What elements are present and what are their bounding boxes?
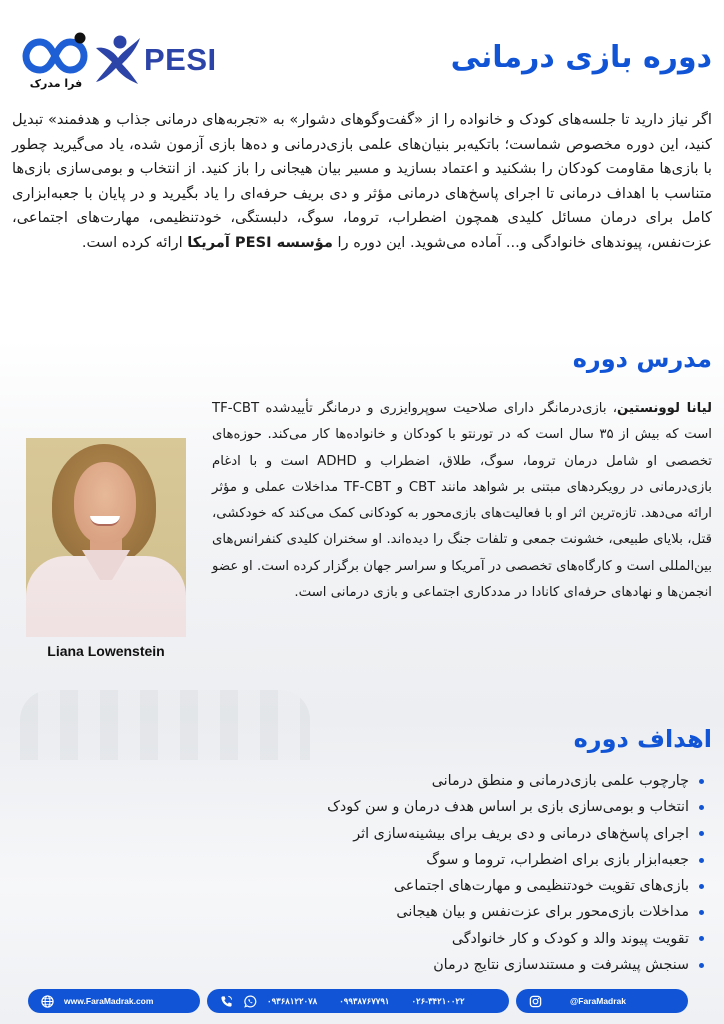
website-url: www.FaraMadrak.com	[64, 996, 154, 1006]
goal-item: جعبه‌ابزار بازی برای اضطراب، تروما و سوگ	[327, 847, 704, 873]
intro-paragraph	[12, 108, 712, 256]
whatsapp-icon	[243, 994, 257, 1008]
instructor-section-title: مدرس دوره	[572, 345, 712, 373]
instructor-photo-card	[26, 438, 186, 659]
bullet-icon	[699, 963, 704, 968]
goal-item: انتخاب و بومی‌سازی بازی بر اساس هدف درمان و سن کودک	[327, 794, 704, 820]
faramadrak-logo[interactable]	[22, 32, 88, 88]
bullet-icon	[699, 884, 704, 889]
website-link[interactable]	[28, 989, 200, 1013]
faramadrak-infinity-icon	[22, 32, 88, 76]
bullet-icon	[699, 831, 704, 836]
phone-number-3[interactable]: ۰۲۶-۳۴۲۱۰۰۲۲	[411, 995, 465, 1006]
instructor-bio-text: ، بازی‌درمانگر دارای صلاحیت سوپروایزری و درمانگر تأییدشده TF-CBT است که بیش از ۳۵ سال است که در تورنتو با کودکان و خانواده‌ها کار می‌کند. حوزه‌های تخصصی او شامل درمان تروما، سوگ، طلاق، اضطراب و ADHD است و با ادغام بازی‌درمانی در رویکردهای مبتنی بر شواهد مانند CBT و TF-CBT مداخلات عملی و مؤثر ارائه می‌دهد. تازه‌ترین اثر او با فعالیت‌های بازی‌محور به کودکانی کمک می‌کند که خودکشی، قتل، بلایای طبیعی، خشونت جمعی و تلفات جنگ را دیده‌اند. او سخنران کلیدی کنفرانس‌های بین‌المللی است و کارگاه‌های تخصصی در آمریکا و سراسر جهان برگزار کرده است. او عضو انجمن‌ها و نهادهای حرفه‌ای کانادا در مددکاری اجتماعی و بازی درمانی است.	[212, 401, 712, 601]
intro-text-1: اگر نیاز دارید تا جلسه‌های کودک و خانواده را از «گفت‌وگوهای دشوار» به «تجربه‌های درمانی جذاب و هدفمند» تبدیل کنید، این دوره مخصوص شماست؛ باتکیه‌بر بنیان‌های علمی بازی‌درمانی و ده‌ها بازی آزمون شده، یاد می‌گیرید چطور با بازی‌ها مقاومت کودکان را بشکنید و اعتماد بسازید و مسیر بیان هیجانی را باز کنید. از انتخاب و بومی‌سازی بازی‌ها متناسب با اهداف درمانی تا اجرای پاسخ‌های درمانی مؤثر و دی بریف حرفه‌ای را یاد بگیرید و در پایان با جعبه‌ابزاری کامل برای درمان مسائل کلیدی همچون اضطراب، تروما، سوگ، دلبستگی، خودتنظیمی، مهارت‌های اجتماعی، عزت‌نفس، پیوندهای خانوادگی و... آماده می‌شوید. این دوره را	[12, 111, 712, 251]
footer-contact-bar	[0, 989, 724, 1013]
bullet-icon	[699, 779, 704, 784]
goal-item: چارچوب علمی بازی‌درمانی و منطق درمانی	[327, 768, 704, 794]
logos	[22, 32, 217, 88]
phone-number-2[interactable]: ۰۹۹۳۸۷۶۷۷۹۱	[339, 995, 390, 1006]
phone-number-1[interactable]: ۰۹۳۶۸۱۲۲۰۷۸	[267, 995, 318, 1006]
goals-list	[327, 768, 704, 978]
intro-bold-pesi: مؤسسه PESI آمریکا	[187, 233, 333, 251]
intro-text-2: ارائه کرده است.	[81, 233, 188, 251]
instructor-photo-caption: Liana Lowenstein	[47, 643, 165, 659]
pesi-logo-text: PESI	[144, 42, 217, 77]
instagram-handle: @FaraMadrak	[570, 996, 627, 1006]
bullet-icon	[699, 805, 704, 810]
page-title: دوره بازی درمانی	[450, 40, 712, 75]
phone-icon	[219, 994, 233, 1008]
pesi-logo[interactable]	[94, 32, 217, 88]
bullet-icon	[699, 936, 704, 941]
instructor-photo	[26, 438, 186, 637]
goal-item: بازی‌های تقویت خودتنظیمی و مهارت‌های اجتماعی	[327, 873, 704, 899]
phone-contacts[interactable]	[207, 989, 509, 1013]
bullet-icon	[699, 858, 704, 863]
globe-icon	[40, 994, 54, 1008]
instagram-link[interactable]	[516, 989, 688, 1013]
goal-item: اجرای پاسخ‌های درمانی و دی بریف برای بیشینه‌سازی اثر	[327, 821, 704, 847]
instructor-bio	[212, 396, 712, 606]
instagram-icon	[528, 994, 542, 1008]
goal-item: مداخلات بازی‌محور برای عزت‌نفس و بیان هیجانی	[327, 899, 704, 925]
goal-item: تقویت پیوند والد و کودک و کار خانوادگی	[327, 926, 704, 952]
header	[0, 28, 724, 90]
pesi-figure-icon	[94, 34, 142, 86]
goal-item: سنجش پیشرفت و مستندسازی نتایج درمان	[327, 952, 704, 978]
bullet-icon	[699, 910, 704, 915]
goals-section-title: اهداف دوره	[573, 725, 712, 753]
instructor-name: لیانا لوونستین	[617, 401, 712, 416]
faramadrak-logo-text: فرا مدرک	[29, 77, 83, 90]
